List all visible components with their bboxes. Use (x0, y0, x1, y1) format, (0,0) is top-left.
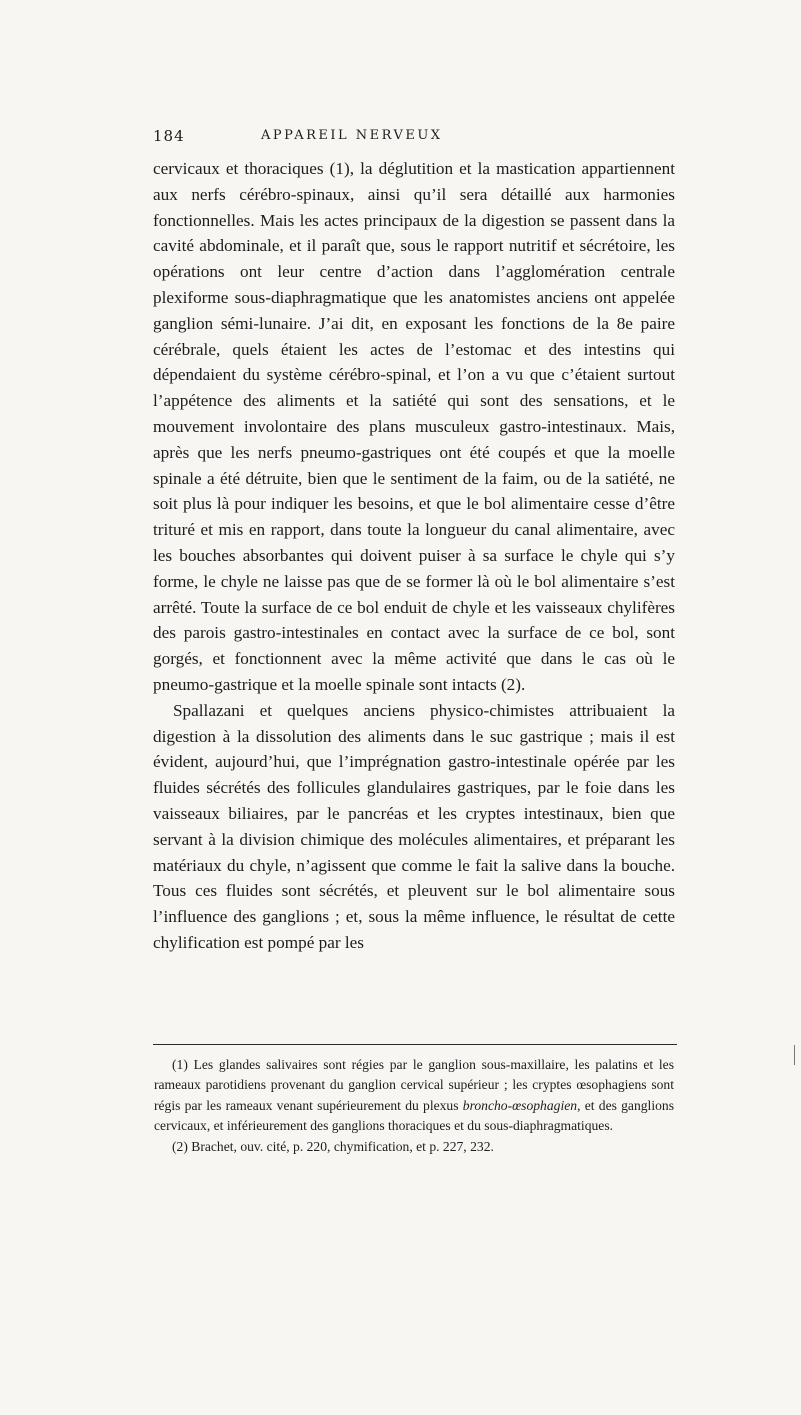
page-number: 184 (153, 127, 185, 145)
footnotes (154, 1055, 674, 1157)
page-edge-mark (794, 1045, 795, 1065)
footnote-1-text-end: , et des ganglions cervicaux, et inférieurement des ganglions thoraciques et du sous-diaphragmatiques. (154, 1097, 674, 1134)
footnote-1-italic: broncho-œsophagien (462, 1097, 578, 1113)
footnote-separator (153, 1044, 677, 1045)
footnote-2: (2) Brachet, ouv. cité, p. 220, chymification, et p. 227, 232. (172, 1138, 494, 1154)
footnote-1-text: (1) Les glandes salivaires sont régies par le ganglion sous-maxillaire, les palatins et les rameaux parotidiens provenant du ganglion cervical supérieur ; les cryptes œsophagiens sont régis par les rameaux venant supérieurement du plexus (154, 1057, 674, 1113)
footnote-1 (154, 1055, 674, 1137)
running-head: APPAREIL NERVEUX (261, 128, 443, 143)
page-header (153, 127, 673, 147)
paragraph: Spallazani et quelques anciens physico-chimistes attribuaient la digestion à la dissolution des aliments dans le suc gastrique ; mais il est évident, aujourd’hui, que l’imprégnation gastro-intestinale opérée par les fluides sécrétés des follicules glandulaires gastriques, par le foie dans les vaisseaux biliaires, par le pancréas et les cryptes intestinaux, bien que servant à la division chimique des molécules alimentaires, et préparant les matériaux du chyle, n’agissent que comme le fait la salive dans la bouche. Tous ces fluides sont sécrétés, et pleuvent sur le bol alimentaire sous l’influence des ganglions ; et, sous la même influence, le résultat de cette chylification est pompé par les (153, 700, 675, 952)
paragraph: cervicaux et thoraciques (1), la déglutition et la mastication appartiennent aux nerfs cérébro-spinaux, ainsi qu’il sera détaillé aux harmonies fonctionnelles. Mais les actes principaux de la digestion se passent dans la cavité abdominale, et il paraît que, sous le rapport nutritif et sécrétoire, les opérations ont leur centre d’action dans l’agglomération centrale plexiforme sous-diaphragmatique que les anatomistes anciens ont appelée ganglion sémi-lunaire. J’ai dit, en exposant les fonctions de la 8e paire cérébrale, quels étaient les actes de l’estomac et des intestins qui dépendaient du système cérébro-spinal, et l’on a vu que c’étaient surtout l’appétence des aliments et la satiété qui sont des sensations, et le mouvement involontaire des plans musculeux gastro-intestinaux. Mais, après que les nerfs pneumo-gastriques ont été coupés et que la moelle spinale a été détruite, bien que le sentiment de la faim, ou de la satiété, ne soit plus là pour indiquer les besoins, et que le bol alimentaire cesse d’être trituré et mis en rapport, dans toute la longueur du canal alimentaire, avec les bouches absorbantes qui doivent puiser à sa surface le chyle qui s’y forme, le chyle ne laisse pas que de se former là où le bol alimentaire s’est arrêté. Toute la surface de ce bol enduit de chyle et les vaisseaux chylifères des parois gastro-intestinales en contact avec la surface de ce bol, sont gorgés, et fonctionnent avec la même activité que dans le cas où le pneumo-gastrique et la moelle spinale sont intacts (2). (153, 159, 675, 694)
main-text (153, 156, 675, 956)
